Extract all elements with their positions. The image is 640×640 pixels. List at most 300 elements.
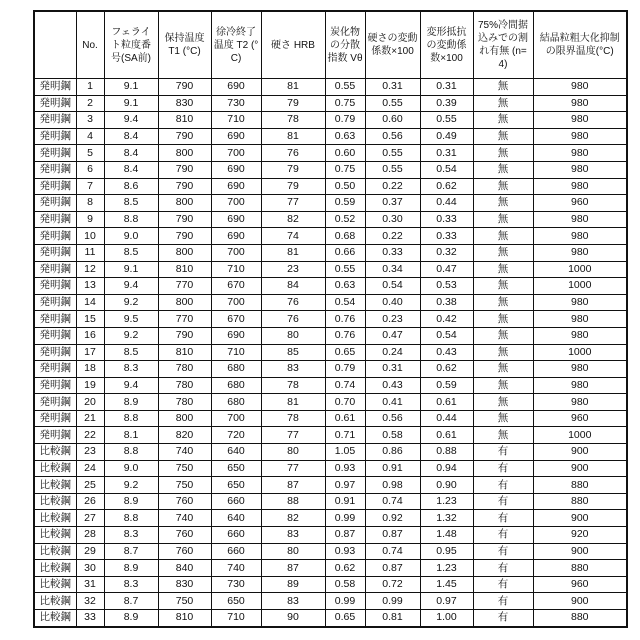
table-cell: 680 [211,394,261,411]
table-cell: 0.74 [365,543,420,560]
table-cell: 900 [533,460,627,477]
table-cell: 680 [211,361,261,378]
table-cell: 700 [211,294,261,311]
table-cell: 有 [473,460,533,477]
table-cell: 83 [261,593,325,610]
table-cell: 810 [158,344,211,361]
table-row [34,593,627,610]
table-row [34,527,627,544]
table-cell: 79 [261,161,325,178]
row-group-label: 発明鋼 [34,244,76,261]
row-group-label: 発明鋼 [34,361,76,378]
table-cell: 有 [473,610,533,627]
table-cell: 79 [261,95,325,112]
table-cell: 83 [261,527,325,544]
table-cell: 1.48 [420,527,473,544]
table-header [34,11,627,79]
table-cell: 1.32 [420,510,473,527]
table-cell: 6 [76,161,104,178]
table-cell: 無 [473,79,533,96]
row-group-label: 発明鋼 [34,178,76,195]
table-cell: 710 [211,112,261,129]
table-header-row [34,11,627,79]
table-cell: 24 [76,460,104,477]
table-row [34,560,627,577]
table-row [34,244,627,261]
table-cell: 74 [261,228,325,245]
table-cell: 23 [261,261,325,278]
table-row [34,444,627,461]
row-group-label: 発明鋼 [34,211,76,228]
table-cell: 0.47 [420,261,473,278]
table-cell: 20 [76,394,104,411]
table-cell: 8.8 [104,510,158,527]
table-cell: 680 [211,377,261,394]
table-cell: 8.3 [104,576,158,593]
table-cell: 0.43 [420,344,473,361]
table-cell: 960 [533,195,627,212]
table-cell: 780 [158,377,211,394]
table-row [34,128,627,145]
table-cell: 790 [158,211,211,228]
table-cell: 0.58 [365,427,420,444]
table-cell: 0.56 [365,128,420,145]
table-cell: 無 [473,244,533,261]
table-cell: 87 [261,560,325,577]
table-row [34,211,627,228]
table-cell: 0.76 [325,327,365,344]
table-cell: 790 [158,161,211,178]
table-row [34,377,627,394]
table-cell: 700 [211,145,261,162]
header-cell-5: 硬さ HRB [261,11,325,79]
row-group-label: 発明鋼 [34,161,76,178]
table-row [34,460,627,477]
table-cell: 0.87 [365,560,420,577]
table-cell: 82 [261,510,325,527]
table-cell: 0.98 [365,477,420,494]
table-cell: 0.94 [420,460,473,477]
table-cell: 無 [473,394,533,411]
table-cell: 27 [76,510,104,527]
table-cell: 880 [533,477,627,494]
table-cell: 980 [533,361,627,378]
table-cell: 700 [211,195,261,212]
table-cell: 0.55 [365,95,420,112]
table-cell: 0.81 [365,610,420,627]
table-cell: 0.52 [325,211,365,228]
table-cell: 無 [473,344,533,361]
table-cell: 無 [473,361,533,378]
table-cell: 0.55 [365,161,420,178]
table-cell: 0.66 [325,244,365,261]
table-cell: 0.32 [420,244,473,261]
table-cell: 0.93 [325,460,365,477]
table-cell: 0.58 [325,576,365,593]
table-cell: 810 [158,261,211,278]
table-cell: 無 [473,128,533,145]
table-cell: 25 [76,477,104,494]
table-cell: 87 [261,477,325,494]
table-cell: 900 [533,543,627,560]
table-cell: 8.9 [104,394,158,411]
header-cell-8: 変形抵抗の変動係数×100 [420,11,473,79]
table-cell: 0.56 [365,410,420,427]
table-cell: 81 [261,394,325,411]
table-cell: 0.79 [325,361,365,378]
table-cell: 960 [533,410,627,427]
table-cell: 0.33 [420,228,473,245]
table-cell: 8.8 [104,444,158,461]
table-cell: 750 [158,593,211,610]
table-cell: 820 [158,427,211,444]
table-cell: 無 [473,410,533,427]
row-group-label: 比較鋼 [34,477,76,494]
table-cell: 29 [76,543,104,560]
table-cell: 690 [211,128,261,145]
row-group-label: 比較鋼 [34,444,76,461]
table-cell: 81 [261,79,325,96]
table-cell: 790 [158,79,211,96]
table-cell: 1.00 [420,610,473,627]
table-cell: 960 [533,576,627,593]
table-cell: 8.5 [104,344,158,361]
row-group-label: 発明鋼 [34,128,76,145]
table-cell: 800 [158,294,211,311]
table-cell: 2 [76,95,104,112]
table-cell: 660 [211,493,261,510]
table-cell: 920 [533,527,627,544]
table-cell: 980 [533,327,627,344]
table-cell: 0.61 [325,410,365,427]
table-cell: 0.93 [325,543,365,560]
row-group-label: 発明鋼 [34,394,76,411]
header-cell-2: フェライト粒度番号(SA前) [104,11,158,79]
table-cell: 880 [533,560,627,577]
table-cell: 760 [158,527,211,544]
table-cell: 有 [473,510,533,527]
header-cell-1: No. [76,11,104,79]
table-cell: 0.75 [325,161,365,178]
table-cell: 780 [158,394,211,411]
header-cell-3: 保持温度 T1 (°C) [158,11,211,79]
header-cell-9: 75%冷間据込みでの割れ有無 (n=4) [473,11,533,79]
table-cell: 78 [261,112,325,129]
table-cell: 740 [211,560,261,577]
table-cell: 9.4 [104,112,158,129]
table-cell: 無 [473,195,533,212]
table-cell: 840 [158,560,211,577]
row-group-label: 発明鋼 [34,344,76,361]
table-cell: 980 [533,178,627,195]
table-cell: 19 [76,377,104,394]
table-cell: 980 [533,311,627,328]
table-cell: 800 [158,410,211,427]
table-cell: 79 [261,178,325,195]
table-cell: 8.5 [104,244,158,261]
table-cell: 980 [533,294,627,311]
table-cell: 980 [533,128,627,145]
table-cell: 0.97 [325,477,365,494]
table-cell: 無 [473,261,533,278]
table-cell: 78 [261,410,325,427]
table-cell: 有 [473,444,533,461]
table-cell: 0.74 [325,377,365,394]
table-cell: 780 [158,361,211,378]
header-cell-6: 炭化物の分散指数 Vθ [325,11,365,79]
table-cell: 8.9 [104,610,158,627]
table-cell: 76 [261,294,325,311]
table-row [34,278,627,295]
row-group-label: 比較鋼 [34,610,76,627]
table-cell: 9.4 [104,278,158,295]
table-cell: 7 [76,178,104,195]
table-cell: 750 [158,460,211,477]
table-row [34,195,627,212]
table-cell: 8.4 [104,161,158,178]
table-cell: 13 [76,278,104,295]
header-cell-10: 結晶粒粗大化抑制の限界温度(°C) [533,11,627,79]
table-cell: 10 [76,228,104,245]
table-cell: 710 [211,344,261,361]
table-cell: 0.31 [420,145,473,162]
table-cell: 0.60 [365,112,420,129]
table-cell: 0.31 [365,79,420,96]
row-group-label: 発明鋼 [34,228,76,245]
table-cell: 有 [473,477,533,494]
table-cell: 0.49 [420,128,473,145]
table-cell: 0.42 [420,311,473,328]
table-cell: 9.5 [104,311,158,328]
table-cell: 0.61 [420,394,473,411]
table-cell: 0.72 [365,576,420,593]
table-cell: 690 [211,211,261,228]
table-cell: 0.55 [365,145,420,162]
table-cell: 1.23 [420,560,473,577]
table-cell: 23 [76,444,104,461]
table-cell: 21 [76,410,104,427]
table-cell: 8.9 [104,493,158,510]
table-cell: 33 [76,610,104,627]
table-row [34,610,627,627]
table-cell: 0.40 [365,294,420,311]
row-group-label: 比較鋼 [34,527,76,544]
table-cell: 980 [533,244,627,261]
table-body [34,79,627,627]
table-cell: 900 [533,444,627,461]
table-cell: 0.34 [365,261,420,278]
table-cell: 8.5 [104,195,158,212]
table-cell: 740 [158,444,211,461]
table-cell: 無 [473,278,533,295]
table-cell: 0.99 [325,593,365,610]
table-cell: 0.55 [325,261,365,278]
table-cell: 無 [473,294,533,311]
table-cell: 無 [473,211,533,228]
table-cell: 0.62 [420,178,473,195]
table-cell: 710 [211,610,261,627]
table-cell: 0.87 [365,527,420,544]
table-cell: 980 [533,394,627,411]
table-cell: 無 [473,161,533,178]
table-cell: 9.0 [104,460,158,477]
table-row [34,344,627,361]
table-cell: 8.8 [104,211,158,228]
table-cell: 8.7 [104,543,158,560]
table-row [34,576,627,593]
table-cell: 0.38 [420,294,473,311]
table-cell: 650 [211,460,261,477]
table-cell: 無 [473,228,533,245]
table-cell: 有 [473,560,533,577]
table-cell: 770 [158,278,211,295]
table-cell: 無 [473,178,533,195]
table-cell: 0.70 [325,394,365,411]
table-cell: 0.54 [325,294,365,311]
table-cell: 0.50 [325,178,365,195]
table-cell: 8.6 [104,178,158,195]
table-cell: 0.59 [420,377,473,394]
table-cell: 0.76 [325,311,365,328]
table-cell: 980 [533,211,627,228]
table-cell: 0.63 [325,128,365,145]
table-row [34,311,627,328]
table-cell: 670 [211,278,261,295]
header-cell-7: 硬さの変動係数×100 [365,11,420,79]
table-cell: 9.2 [104,327,158,344]
table-row [34,178,627,195]
table-cell: 760 [158,543,211,560]
table-cell: 0.60 [325,145,365,162]
table-cell: 720 [211,427,261,444]
table-cell: 11 [76,244,104,261]
header-cell-4: 徐冷終了温度 T2 (°C) [211,11,261,79]
table-cell: 0.41 [365,394,420,411]
table-cell: 0.63 [325,278,365,295]
table-cell: 0.54 [420,327,473,344]
table-cell: 900 [533,510,627,527]
table-cell: 31 [76,576,104,593]
table-cell: 800 [158,195,211,212]
table-cell: 0.22 [365,228,420,245]
table-cell: 1.45 [420,576,473,593]
table-cell: 0.74 [365,493,420,510]
table-cell: 26 [76,493,104,510]
table-cell: 81 [261,128,325,145]
table-cell: 30 [76,560,104,577]
table-cell: 1000 [533,278,627,295]
table-cell: 0.99 [325,510,365,527]
row-group-label: 比較鋼 [34,510,76,527]
table-cell: 1000 [533,427,627,444]
table-cell: 9.2 [104,477,158,494]
table-cell: 0.65 [325,344,365,361]
table-cell: 690 [211,161,261,178]
table-cell: 無 [473,327,533,344]
table-cell: 有 [473,493,533,510]
table-cell: 77 [261,460,325,477]
table-cell: 0.99 [365,593,420,610]
row-group-label: 発明鋼 [34,95,76,112]
row-group-label: 発明鋼 [34,410,76,427]
row-group-label: 発明鋼 [34,261,76,278]
table-cell: 0.91 [365,460,420,477]
table-cell: 0.79 [325,112,365,129]
table-cell: 980 [533,161,627,178]
table-cell: 1.05 [325,444,365,461]
table-cell: 0.47 [365,327,420,344]
table-cell: 82 [261,211,325,228]
table-cell: 770 [158,311,211,328]
table-cell: 730 [211,576,261,593]
table-row [34,79,627,96]
table-row [34,261,627,278]
table-cell: 650 [211,477,261,494]
table-cell: 730 [211,95,261,112]
table-cell: 9.1 [104,261,158,278]
table-cell: 650 [211,593,261,610]
table-cell: 8.7 [104,593,158,610]
table-cell: 790 [158,178,211,195]
table-cell: 0.65 [325,610,365,627]
row-group-label: 発明鋼 [34,278,76,295]
table-cell: 690 [211,228,261,245]
table-cell: 無 [473,112,533,129]
table-cell: 790 [158,327,211,344]
table-cell: 28 [76,527,104,544]
table-cell: 8.3 [104,527,158,544]
table-cell: 0.44 [420,410,473,427]
table-cell: 790 [158,228,211,245]
table-cell: 1000 [533,261,627,278]
table-cell: 8.3 [104,361,158,378]
table-cell: 660 [211,543,261,560]
table-cell: 900 [533,593,627,610]
table-cell: 0.33 [420,211,473,228]
table-cell: 89 [261,576,325,593]
table-cell: 710 [211,261,261,278]
table-cell: 16 [76,327,104,344]
table-cell: 8.9 [104,560,158,577]
table-cell: 80 [261,327,325,344]
row-group-label: 発明鋼 [34,79,76,96]
table-cell: 0.97 [420,593,473,610]
table-cell: 0.87 [325,527,365,544]
table-row [34,493,627,510]
row-group-label: 比較鋼 [34,493,76,510]
table-row [34,112,627,129]
table-cell: 9.4 [104,377,158,394]
table-cell: 9.2 [104,294,158,311]
table-cell: 有 [473,593,533,610]
table-cell: 無 [473,311,533,328]
table-cell: 無 [473,145,533,162]
table-cell: 無 [473,377,533,394]
table-cell: 8.4 [104,128,158,145]
table-cell: 0.88 [420,444,473,461]
table-cell: 1.23 [420,493,473,510]
table-row [34,510,627,527]
table-cell: 0.24 [365,344,420,361]
table-row [34,361,627,378]
table-cell: 830 [158,95,211,112]
table-cell: 88 [261,493,325,510]
table-cell: 980 [533,112,627,129]
table-cell: 84 [261,278,325,295]
table-cell: 8.4 [104,145,158,162]
table-cell: 有 [473,543,533,560]
table-cell: 0.62 [420,361,473,378]
